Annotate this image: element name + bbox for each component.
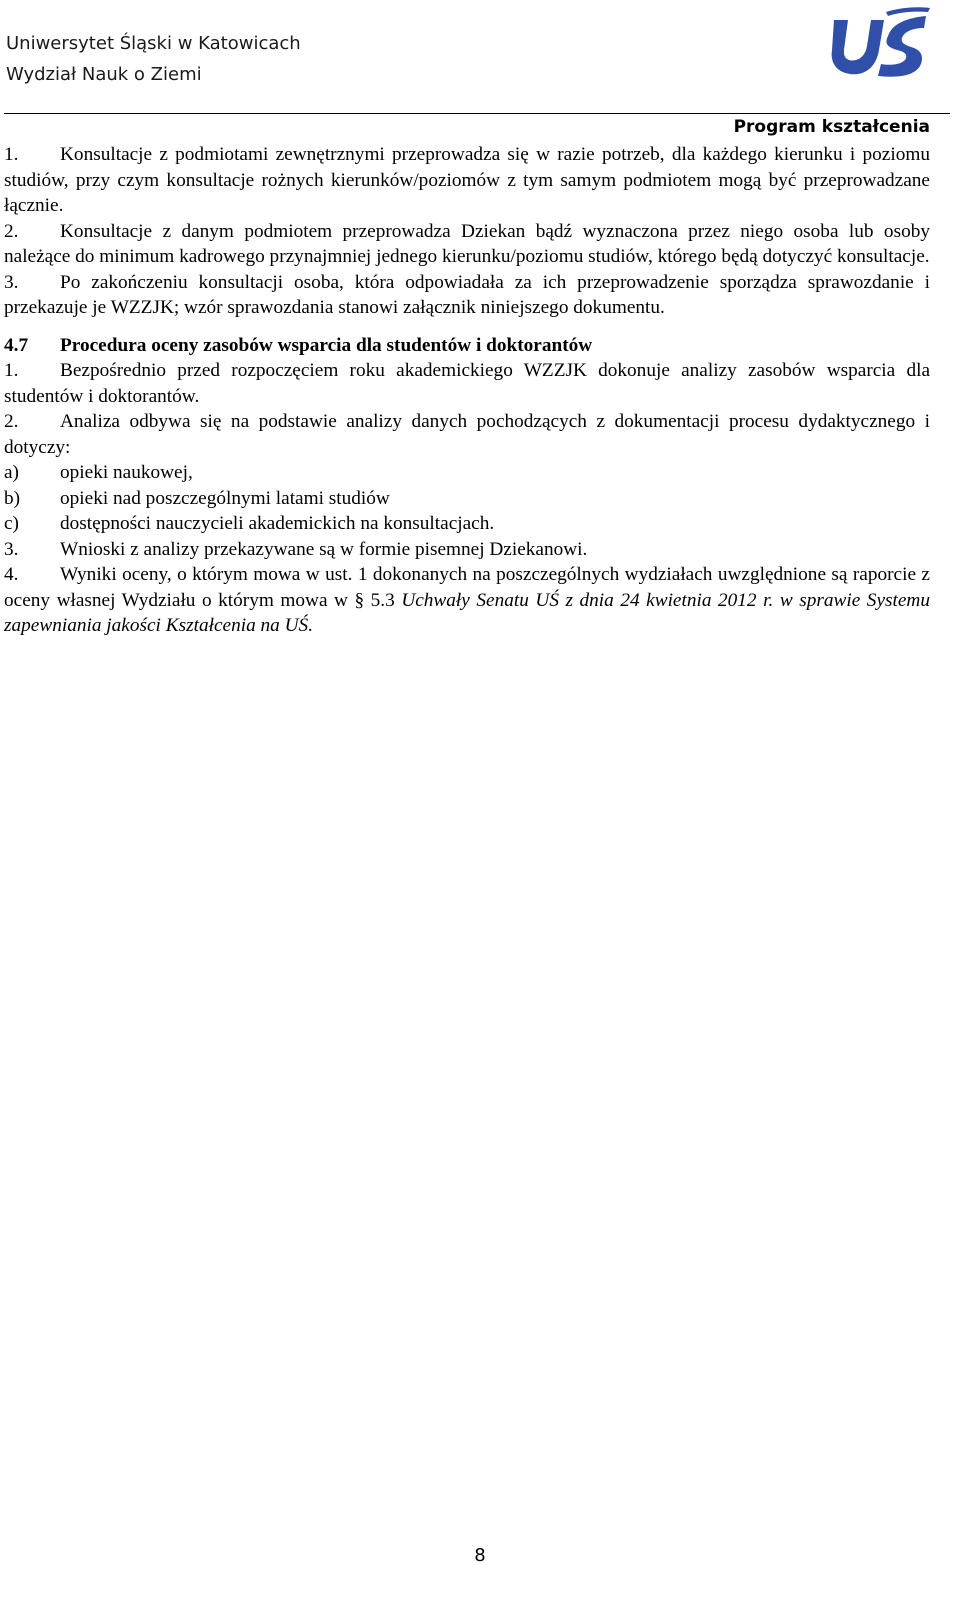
header-divider bbox=[4, 113, 950, 114]
section-item-4: 4. Wyniki oceny, o którym mowa w ust. 1 dokonanych na poszczególnych wydziałach uwzględnione są raporcie z oceny własnej Wydziału o którym mowa w § 5.3 Uchwały Senatu UŚ z dnia 24 kwietnia 2012 r. w sprawie Systemu zapewniania jakości Kształcenia na UŚ. bbox=[4, 564, 930, 636]
resolution-reference: Uchwały Senatu UŚ z dnia 24 kwietnia 2012 r. w sprawie Systemu zapewniania jakości Kształcenia na UŚ. bbox=[4, 589, 930, 636]
paragraph-3: 3. Po zakończeniu konsultacji osoba, która odpowiadała za ich przeprowadzenie sporządza sprawozdanie i przekazuje je WZZJK; wzór sprawozdania stanowi załącznik niniejszego dokumentu. bbox=[4, 271, 930, 318]
document-header bbox=[6, 28, 301, 90]
section-title: Program kształcenia bbox=[733, 117, 930, 137]
paragraph-1: 1. Konsultacje z podmiotami zewnętrznymi przeprowadza się w razie potrzeb, dla każdego kierunku i poziomu studiów, przy czym konsultacje rożnych kierunków/poziomów z tym samym podmiotem mogą być przeprowadzane łącznie. bbox=[4, 144, 930, 216]
university-us-logo-icon bbox=[826, 6, 932, 80]
section-heading: 4.7 Procedura oceny zasobów wsparcia dla studentów i doktorantów bbox=[4, 334, 593, 356]
section-item-2: 2. Analiza odbywa się na podstawie analizy danych pochodzących z dokumentacji procesu dydaktycznego i dotyczy: bbox=[4, 411, 930, 458]
sub-item-b: b) opieki nad poszczególnymi latami studiów bbox=[4, 487, 390, 509]
paragraph-2: 2. Konsultacje z danym podmiotem przeprowadza Dziekan bądź wyznaczona przez niego osoba lub osoby należące do minimum kadrowego przynajmniej jednego kierunku/poziomu studiów, którego będą dotyczyć konsultacje. bbox=[4, 220, 930, 267]
faculty-name: Wydział Nauk o Ziemi bbox=[6, 64, 202, 85]
sub-item-a: a) opieki naukowej, bbox=[4, 462, 193, 483]
page-number: 8 bbox=[474, 1545, 486, 1566]
section-item-1: 1. Bezpośrednio przed rozpoczęciem roku akademickiego WZZJK dokonuje analizy zasobów wsparcia dla studentów i doktorantów. bbox=[4, 360, 930, 407]
university-name: Uniwersytet Śląski w Katowicach bbox=[6, 33, 301, 54]
sub-item-c: c) dostępności nauczycieli akademickich na konsultacjach. bbox=[4, 513, 495, 534]
section-item-3: 3. Wnioski z analizy przekazywane są w formie pisemnej Dziekanowi. bbox=[4, 538, 588, 560]
document-body bbox=[4, 142, 930, 639]
